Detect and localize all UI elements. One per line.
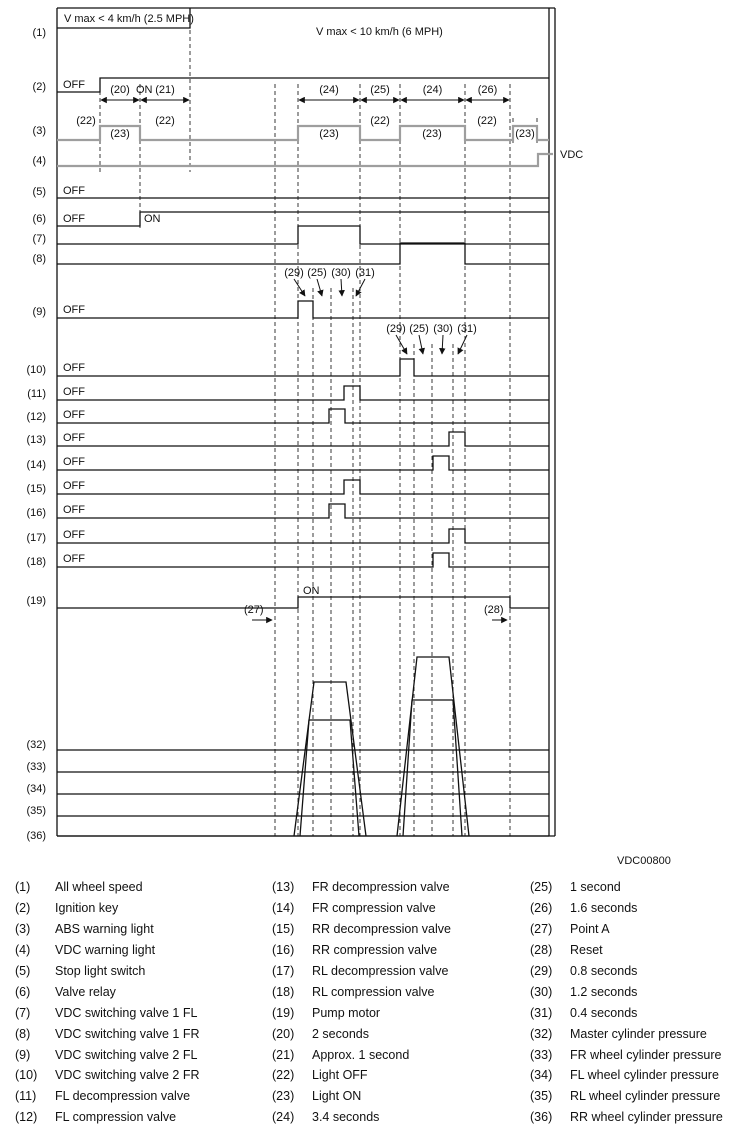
interval-label: (23) <box>110 128 130 140</box>
interval-label: (22) <box>76 115 96 127</box>
interval-label: (30) <box>331 267 351 279</box>
legend-item <box>272 1065 530 1086</box>
state-label: OFF <box>63 456 85 468</box>
legend-column <box>15 877 272 1128</box>
legend-item-number: (13) <box>272 880 295 895</box>
leader-arrow <box>396 335 407 354</box>
legend-item <box>15 1023 272 1044</box>
legend-item-label: Light OFF <box>312 1068 368 1083</box>
legend-item-number: (11) <box>15 1089 37 1104</box>
legend-item-number: (30) <box>530 984 553 999</box>
legend-item <box>530 1023 755 1044</box>
row-number-label: (9) <box>32 306 46 318</box>
state-label: OFF <box>63 79 85 91</box>
legend-item <box>15 940 272 961</box>
legend-item <box>272 961 530 982</box>
legend-item-number: (25) <box>530 880 553 895</box>
rr-compression-valve-signal <box>57 504 549 518</box>
legend-item-label: Valve relay <box>55 984 116 999</box>
point-label: (27) <box>244 604 264 616</box>
legend-item-number: (3) <box>15 922 31 937</box>
legend-item <box>15 1086 272 1107</box>
legend-item-label: Approx. 1 second <box>312 1047 410 1062</box>
legend-item <box>272 940 530 961</box>
legend-item-label: VDC switching valve 2 FL <box>55 1047 198 1062</box>
fr-compression-valve-signal <box>57 456 549 470</box>
legend-item-label: 3.4 seconds <box>312 1110 380 1125</box>
interval-label: (22) <box>155 115 175 127</box>
legend-item <box>272 919 530 940</box>
vdc-switching-valve-2-fr-signal <box>57 359 549 376</box>
legend-item-label: 0.4 seconds <box>570 1005 638 1020</box>
row-number-label: (35) <box>26 805 46 817</box>
row-number-label: (3) <box>32 125 46 137</box>
leader-arrow <box>458 335 467 354</box>
legend-item <box>272 1107 530 1128</box>
row-number-label: (13) <box>26 434 46 446</box>
legend-item <box>272 1086 530 1107</box>
legend-item-label: RL wheel cylinder pressure <box>570 1089 721 1104</box>
legend-item-label: VDC switching valve 1 FR <box>55 1026 200 1041</box>
legend-item-number: (2) <box>15 901 31 916</box>
state-label: OFF <box>63 504 85 516</box>
state-label: ON <box>144 213 161 225</box>
interval-label: (24) <box>422 84 443 96</box>
legend-item <box>272 1044 530 1065</box>
interval-label: (22) <box>370 115 390 127</box>
legend-item <box>15 1065 272 1086</box>
state-label: OFF <box>63 185 85 197</box>
legend-item-number: (35) <box>530 1089 553 1104</box>
row-number-label: (34) <box>26 783 46 795</box>
row-number-label: (33) <box>26 761 46 773</box>
vdc-switching-valve-1-fr-signal <box>57 243 549 264</box>
legend-item <box>272 898 530 919</box>
legend-item-label: Pump motor <box>312 1005 381 1020</box>
row-number-label: (8) <box>32 253 46 265</box>
row-number-label: (10) <box>26 364 46 376</box>
legend-item <box>15 981 272 1002</box>
legend-item-number: (27) <box>530 922 553 937</box>
legend-item <box>530 1044 755 1065</box>
interval-label: (31) <box>355 267 375 279</box>
state-label: OFF <box>63 409 85 421</box>
interval-label: (23) <box>319 128 339 140</box>
legend-item-label: RR wheel cylinder pressure <box>570 1110 723 1125</box>
legend-item-number: (23) <box>272 1089 295 1104</box>
row-number-label: (2) <box>32 81 46 93</box>
legend-item <box>15 1107 272 1128</box>
row-number-label: (1) <box>32 27 46 39</box>
rr-decompression-valve-signal <box>57 480 549 494</box>
leader-arrow <box>341 279 342 296</box>
legend-item-number: (31) <box>530 1005 553 1020</box>
row-number-label: (5) <box>32 186 46 198</box>
legend-item-number: (5) <box>15 964 31 978</box>
legend-item-label: All wheel speed <box>55 880 143 895</box>
legend-item-label: RR compression valve <box>312 943 438 958</box>
legend-item-label: FR decompression valve <box>312 880 450 895</box>
legend-item-number: (28) <box>530 943 553 958</box>
state-label: ON <box>303 585 320 597</box>
pressure-trace-hump-2-outer <box>397 657 469 836</box>
row-number-label: (15) <box>26 483 46 495</box>
interval-label: (31) <box>457 323 477 335</box>
rl-compression-valve-signal <box>57 553 549 567</box>
state-label: OFF <box>63 480 85 492</box>
legend-column <box>530 877 755 1128</box>
legend-item-label: ABS warning light <box>55 922 154 937</box>
interval-label: (23) <box>515 128 535 140</box>
legend-item-number: (29) <box>530 964 553 978</box>
figure-code: VDC00800 <box>617 855 671 867</box>
legend-item-number: (15) <box>272 922 295 937</box>
ignition-key-signal <box>57 78 549 92</box>
legend-item <box>530 1002 755 1023</box>
legend-item-number: (12) <box>15 1110 38 1125</box>
row-number-label: (18) <box>26 556 46 568</box>
legend-item-label: RR decompression valve <box>312 922 451 937</box>
state-label: OFF <box>63 362 85 374</box>
pump-motor-signal <box>57 597 549 608</box>
legend-item-number: (32) <box>530 1026 553 1041</box>
legend-item-number: (21) <box>272 1047 295 1062</box>
legend-item-label: FR wheel cylinder pressure <box>570 1047 722 1062</box>
row-number-label: (14) <box>26 459 46 471</box>
legend-item-number: (7) <box>15 1005 31 1020</box>
row-number-label: (6) <box>32 213 46 225</box>
row-number-label: (19) <box>26 595 46 607</box>
legend-item-label: Point A <box>570 922 610 937</box>
legend-item-number: (8) <box>15 1026 31 1041</box>
state-label: OFF <box>63 213 85 225</box>
legend-column <box>272 877 530 1128</box>
legend-item-label: FR compression valve <box>312 901 436 916</box>
legend-item <box>530 1065 755 1086</box>
vdc-warning-light-signal <box>57 154 553 166</box>
legend-item-label: VDC switching valve 1 FL <box>55 1005 198 1020</box>
valve-relay-signal <box>57 212 549 226</box>
state-label: OFF <box>63 553 85 565</box>
legend-item-label: VDC switching valve 2 FR <box>55 1068 200 1083</box>
legend-item-label: 1 second <box>570 880 621 895</box>
leader-arrow <box>294 279 305 296</box>
row-number-label: (16) <box>26 507 46 519</box>
legend-item-number: (24) <box>272 1110 295 1125</box>
legend-item-number: (18) <box>272 984 295 999</box>
leader-arrow <box>419 335 423 354</box>
legend-item-label: 0.8 seconds <box>570 964 638 978</box>
legend-item-label: VDC warning light <box>55 943 156 958</box>
interval-label: (29) <box>386 323 406 335</box>
legend-item-label: RL compression valve <box>312 984 435 999</box>
legend-item-label: 1.2 seconds <box>570 984 638 999</box>
point-label: (28) <box>484 604 504 616</box>
legend-item <box>15 1002 272 1023</box>
legend-item-number: (9) <box>15 1047 31 1062</box>
legend-item <box>15 898 272 919</box>
legend-item <box>272 1023 530 1044</box>
legend-item <box>15 961 272 982</box>
interval-label: (29) <box>284 267 304 279</box>
legend-item-number: (34) <box>530 1068 553 1083</box>
interval-label: (25) <box>307 267 327 279</box>
legend-item-number: (6) <box>15 984 31 999</box>
legend-item-number: (1) <box>15 880 31 895</box>
legend-item <box>272 981 530 1002</box>
interval-label: (24) <box>319 84 339 96</box>
vdc-signal-label: VDC <box>560 149 584 161</box>
legend-item <box>530 961 755 982</box>
legend-item <box>15 877 272 898</box>
interval-label: (25) <box>409 323 429 335</box>
interval-label: (21) <box>155 84 175 96</box>
legend-item-label: Stop light switch <box>55 964 146 978</box>
vmax-10-label: V max < 10 km/h (6 MPH) <box>316 26 443 38</box>
legend-item-number: (10) <box>15 1068 38 1083</box>
legend-item-label: Reset <box>570 943 603 958</box>
interval-label: (26) <box>477 84 498 96</box>
vdc-switching-valve-1-fl-signal <box>57 226 549 244</box>
legend-item <box>15 1044 272 1065</box>
interval-label: (25) <box>370 84 390 96</box>
interval-label: (30) <box>433 323 453 335</box>
pressure-trace-hump-1-outer <box>294 682 366 836</box>
vmax-4-label: V max < 4 km/h (2.5 MPH) <box>64 13 194 25</box>
legend-item-label: 2 seconds <box>312 1026 369 1041</box>
row-number-label: (11) <box>27 388 46 400</box>
vdc-switching-valve-2-fl-signal <box>57 301 549 318</box>
interval-label: (23) <box>422 128 442 140</box>
abs-warning-light-signal <box>57 126 549 140</box>
legend-item <box>530 1086 755 1107</box>
legend-item <box>530 919 755 940</box>
legend-item-label: Ignition key <box>55 901 119 916</box>
legend-item <box>530 898 755 919</box>
legend <box>0 877 755 1128</box>
rl-decompression-valve-signal <box>57 529 549 543</box>
state-label: OFF <box>63 529 85 541</box>
legend-item-number: (22) <box>272 1068 295 1083</box>
fl-decompression-valve-signal <box>57 386 549 400</box>
legend-item-number: (36) <box>530 1110 553 1125</box>
leader-arrow <box>317 279 322 296</box>
legend-item-label: Light ON <box>312 1089 362 1104</box>
pressure-trace-hump-1-inner <box>300 720 359 836</box>
legend-item <box>272 877 530 898</box>
legend-item-label: 1.6 seconds <box>570 901 638 916</box>
interval-label: (20) <box>110 84 130 96</box>
row-number-label: (4) <box>32 155 46 167</box>
legend-item-number: (26) <box>530 901 553 916</box>
legend-item-number: (33) <box>530 1047 553 1062</box>
legend-item-label: FL compression valve <box>55 1110 177 1125</box>
legend-item-number: (14) <box>272 901 295 916</box>
row-number-label: (32) <box>26 739 46 751</box>
state-label: OFF <box>63 432 85 444</box>
fr-decompression-valve-signal <box>57 432 549 446</box>
legend-item-label: FL decompression valve <box>55 1089 191 1104</box>
legend-item-number: (19) <box>272 1005 295 1020</box>
legend-item <box>530 877 755 898</box>
legend-item <box>530 940 755 961</box>
row-number-label: (7) <box>32 233 46 245</box>
row-number-label: (12) <box>26 411 46 423</box>
state-label: OFF <box>63 386 85 398</box>
state-label: ON <box>136 84 153 96</box>
legend-item <box>530 1107 755 1128</box>
legend-item-label: FL wheel cylinder pressure <box>570 1068 719 1083</box>
legend-item-number: (16) <box>272 943 295 958</box>
row-number-label: (17) <box>26 532 46 544</box>
legend-item-number: (17) <box>272 964 295 978</box>
legend-item <box>530 981 755 1002</box>
legend-item <box>15 919 272 940</box>
leader-arrow <box>442 335 443 354</box>
state-label: OFF <box>63 304 85 316</box>
legend-item-number: (20) <box>272 1026 295 1041</box>
legend-item <box>272 1002 530 1023</box>
fl-compression-valve-signal <box>57 409 549 423</box>
legend-item-label: RL decompression valve <box>312 964 449 978</box>
legend-item-number: (4) <box>15 943 31 958</box>
legend-item-label: Master cylinder pressure <box>570 1026 707 1041</box>
row-number-label: (36) <box>26 830 46 842</box>
interval-label: (22) <box>477 115 497 127</box>
